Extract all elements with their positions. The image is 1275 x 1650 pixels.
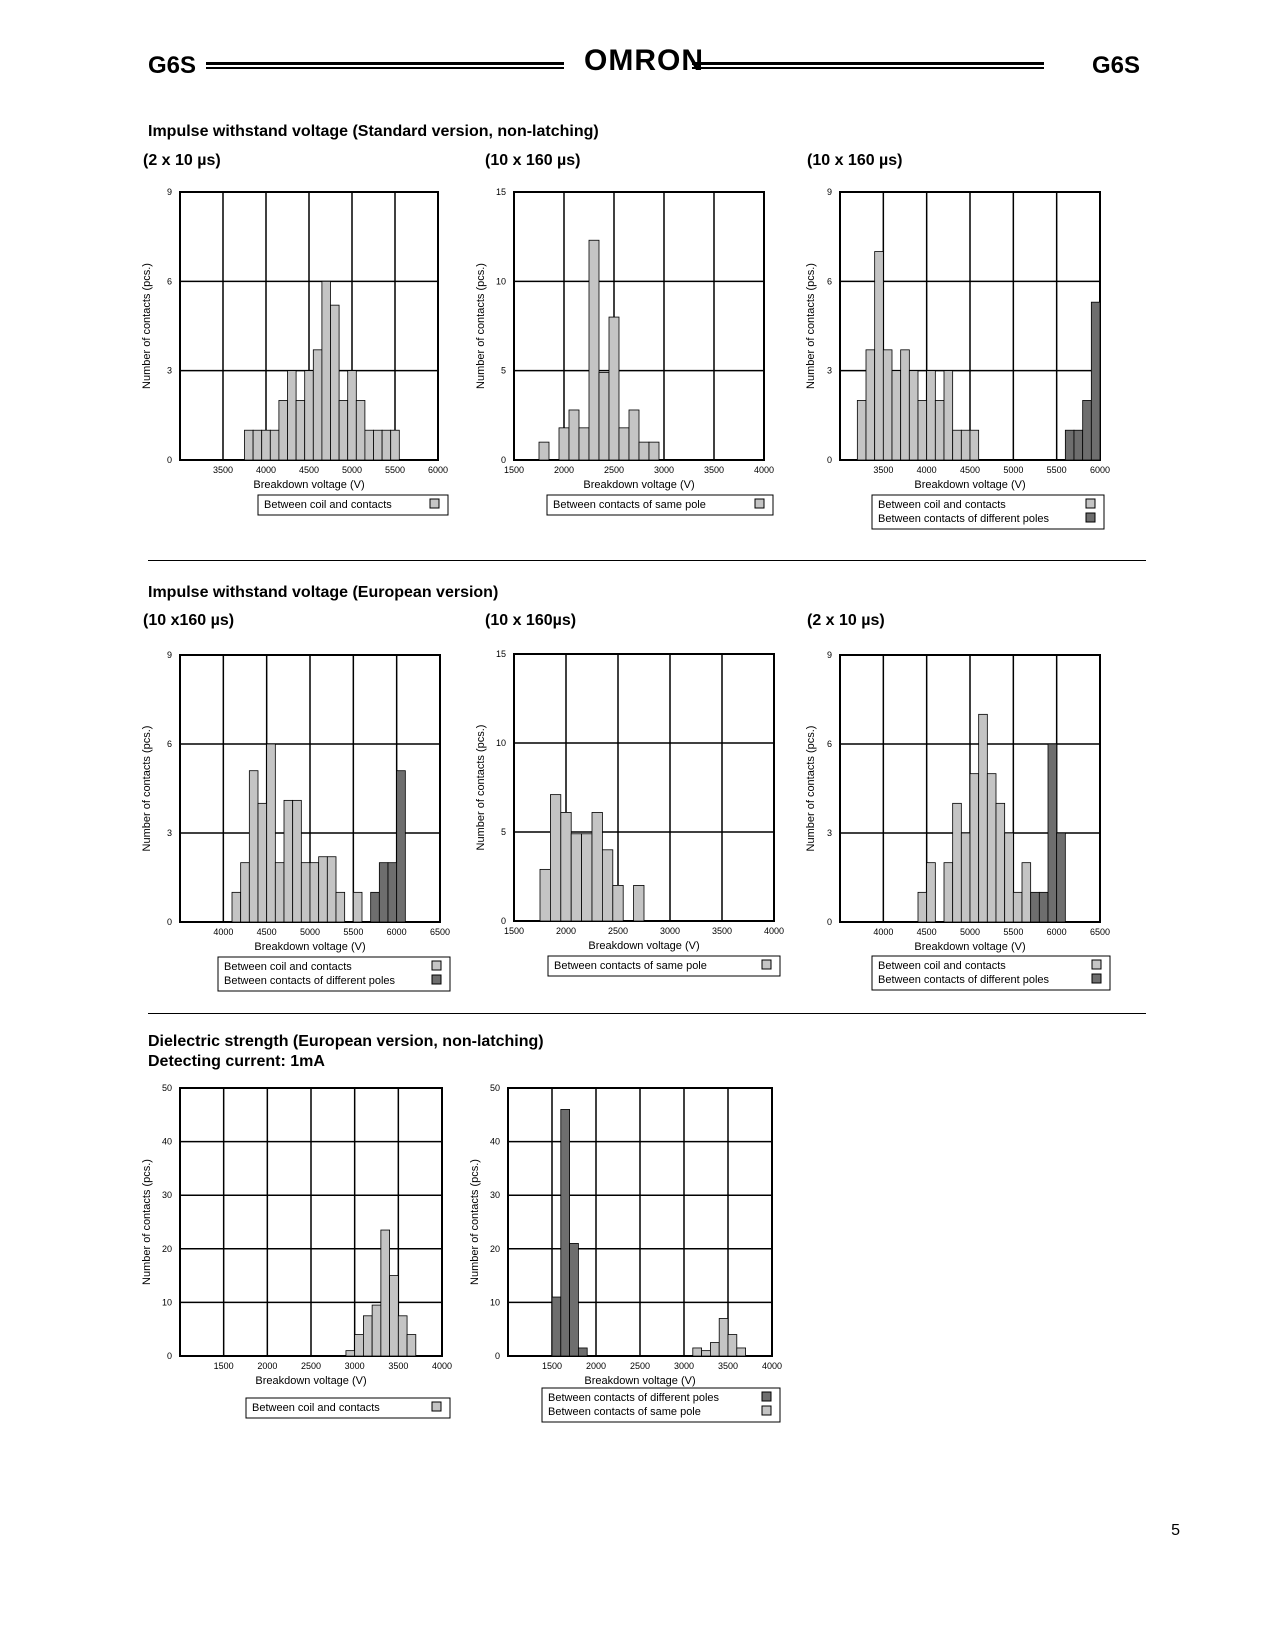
bar-dark [388, 863, 397, 922]
x-tick-label: 4000 [916, 465, 937, 475]
legend-label: Between contacts of different poles [878, 974, 1050, 986]
legend-label: Between contacts of different poles [224, 975, 396, 987]
x-tick-label: 2000 [553, 465, 575, 475]
y-tick-label: 50 [489, 1083, 500, 1093]
y-tick-label: 0 [494, 1351, 500, 1361]
bar-light [258, 803, 267, 922]
x-axis-label: Breakdown voltage (V) [588, 940, 700, 952]
x-tick-label: 6000 [386, 927, 407, 937]
histogram-european-10x160-coil [138, 642, 464, 997]
x-tick-label: 3000 [344, 1361, 365, 1371]
bar-light [710, 1343, 719, 1356]
bar-light [355, 1335, 364, 1356]
bar-light [301, 863, 310, 922]
y-tick-label: 15 [495, 649, 506, 659]
y-tick-label: 6 [166, 739, 172, 749]
x-tick-label: 2500 [300, 1361, 322, 1371]
chart-title-3: (10 x 160 µs) [807, 152, 903, 169]
y-tick-label: 0 [500, 916, 506, 926]
brand-logo: OMRON [584, 44, 704, 77]
x-tick-label: 6000 [427, 465, 449, 475]
bar-light [589, 240, 599, 460]
page-number: 5 [1171, 1522, 1180, 1539]
legend-swatch [432, 975, 441, 984]
x-tick-label: 1500 [541, 1361, 563, 1371]
x-tick-label: 6500 [1089, 927, 1111, 937]
x-tick-label: 5000 [299, 927, 321, 937]
y-tick-label: 40 [161, 1136, 172, 1147]
y-axis-label: Number of contacts (pcs.) [141, 725, 153, 852]
y-tick-label: 3 [826, 828, 832, 838]
bar-light [857, 400, 866, 460]
histogram-standard-10x160-same-pole [472, 180, 782, 525]
bar-light [901, 350, 910, 460]
chart-title-5: (10 x 160µs) [485, 612, 577, 629]
page-header [148, 44, 1140, 84]
bar-dark [552, 1297, 561, 1356]
x-tick-label: 5500 [1003, 927, 1024, 937]
chart-title-4: (10 x160 µs) [143, 612, 235, 629]
bar-light [270, 430, 279, 460]
bar-dark [1065, 430, 1074, 460]
legend-swatch [432, 1402, 441, 1411]
bar-light [883, 350, 892, 460]
bar-light [391, 430, 400, 460]
x-tick-label: 6000 [1089, 465, 1111, 475]
legend-label: Between contacts of different poles [878, 513, 1050, 525]
bar-light [288, 371, 297, 460]
y-tick-label: 3 [166, 365, 172, 376]
product-code-right: G6S [1091, 52, 1140, 79]
bar-light [987, 774, 996, 922]
chart-title-1: (2 x 10 µs) [143, 152, 221, 169]
bar-light [363, 1316, 372, 1356]
bar-light [540, 869, 550, 921]
bar-light [613, 885, 623, 921]
bar-light [728, 1335, 737, 1356]
x-tick-label: 4500 [256, 927, 277, 937]
x-tick-label: 6500 [429, 927, 451, 937]
legend-swatch [762, 960, 771, 969]
bar-light [629, 410, 639, 460]
legend-label: Between contacts of same pole [554, 960, 707, 972]
x-tick-label: 4500 [916, 927, 937, 937]
y-tick-label: 3 [166, 828, 172, 838]
x-tick-label: 2000 [555, 926, 577, 936]
y-tick-label: 15 [495, 187, 506, 197]
y-tick-label: 0 [166, 455, 172, 465]
y-tick-label: 30 [489, 1190, 500, 1201]
x-axis-label: Breakdown voltage (V) [914, 479, 1026, 491]
y-axis-label: Number of contacts (pcs.) [805, 263, 817, 389]
bar-light [310, 863, 319, 922]
bar-light [582, 834, 592, 921]
x-tick-label: 3500 [388, 1361, 409, 1371]
bar-light [569, 410, 579, 460]
bar-light [241, 863, 250, 922]
bar-light [592, 812, 602, 921]
y-tick-label: 9 [166, 650, 172, 660]
bar-light [1022, 863, 1031, 922]
x-tick-label: 2000 [257, 1361, 278, 1371]
bar-light [336, 892, 345, 922]
bar-light [372, 1305, 381, 1356]
bar-light [649, 442, 659, 460]
legend-label: Between contacts of same pole [553, 499, 706, 511]
legend-swatch [762, 1392, 771, 1401]
y-tick-label: 9 [166, 187, 172, 197]
x-tick-label: 2500 [603, 465, 625, 475]
histogram-dielectric-contacts [466, 1076, 792, 1431]
bar-light [909, 371, 918, 460]
legend-label: Between coil and contacts [252, 1402, 380, 1414]
bar-light [346, 1351, 355, 1356]
legend-label: Between coil and contacts [264, 499, 392, 511]
bar-light [579, 428, 589, 460]
bar-light [961, 430, 970, 460]
y-tick-label: 0 [166, 917, 172, 927]
y-axis-label: Number of contacts (pcs.) [475, 724, 487, 851]
bar-light [719, 1318, 728, 1356]
y-tick-label: 50 [161, 1083, 172, 1093]
x-tick-label: 2500 [607, 926, 629, 936]
bar-light [693, 1348, 702, 1356]
bar-light [374, 430, 383, 460]
x-tick-label: 3500 [212, 465, 234, 475]
legend-swatch [1092, 974, 1101, 983]
bar-dark [570, 1243, 579, 1356]
x-tick-label: 5500 [1046, 465, 1067, 475]
bar-light [702, 1351, 711, 1356]
bar-light [284, 800, 293, 922]
histogram-european-10x160-same-pole [472, 642, 790, 982]
x-axis-label: Breakdown voltage (V) [253, 479, 365, 491]
legend-swatch [432, 961, 441, 970]
bar-dark [1039, 892, 1048, 922]
bar-dark [561, 1109, 570, 1356]
bar-light [953, 430, 962, 460]
y-tick-label: 20 [161, 1243, 172, 1254]
y-tick-label: 6 [826, 276, 832, 287]
x-tick-label: 3000 [659, 926, 681, 936]
product-code-left: G6S [148, 52, 197, 79]
legend-swatch [1086, 499, 1095, 508]
y-axis-label: Number of contacts (pcs.) [475, 263, 487, 389]
bar-light [407, 1335, 416, 1356]
x-tick-label: 4000 [761, 1361, 783, 1371]
x-tick-label: 5500 [384, 465, 406, 475]
bar-light [892, 371, 901, 460]
bar-light [331, 305, 340, 460]
bar-light [609, 317, 619, 460]
bar-light [322, 281, 331, 460]
bar-light [927, 371, 936, 460]
bar-light [599, 372, 609, 460]
bar-light [953, 803, 962, 922]
y-axis-label: Number of contacts (pcs.) [469, 1159, 481, 1285]
x-tick-label: 2500 [629, 1361, 651, 1371]
y-tick-label: 0 [166, 1351, 172, 1361]
bar-light [348, 371, 357, 460]
y-tick-label: 0 [826, 455, 832, 465]
legend-swatch [762, 1406, 771, 1415]
bar-light [313, 350, 322, 460]
histogram-dielectric-coil [138, 1076, 464, 1426]
legend-swatch [1086, 513, 1095, 522]
x-tick-label: 4000 [255, 465, 277, 475]
x-tick-label: 4000 [213, 927, 234, 937]
x-axis-label: Breakdown voltage (V) [255, 1375, 367, 1387]
y-tick-label: 3 [826, 365, 832, 376]
bar-dark [1031, 892, 1040, 922]
bar-light [305, 371, 314, 460]
x-tick-label: 5000 [959, 927, 981, 937]
bar-light [935, 400, 944, 460]
y-tick-label: 40 [489, 1136, 500, 1147]
x-tick-label: 3500 [711, 926, 733, 936]
bar-light [875, 252, 884, 460]
bar-light [353, 892, 362, 922]
bar-dark [578, 1348, 587, 1356]
bar-light [559, 428, 569, 460]
bar-light [944, 863, 953, 922]
y-axis-label: Number of contacts (pcs.) [805, 725, 817, 852]
x-tick-label: 4000 [431, 1361, 453, 1371]
x-tick-label: 2000 [585, 1361, 607, 1371]
y-tick-label: 6 [166, 276, 172, 287]
x-tick-label: 4500 [298, 465, 320, 475]
bar-light [979, 714, 988, 922]
bar-light [961, 833, 970, 922]
bar-light [275, 863, 284, 922]
bar-light [245, 430, 254, 460]
section-divider [148, 560, 1146, 561]
y-tick-label: 30 [161, 1190, 172, 1201]
x-tick-label: 3500 [873, 465, 894, 475]
legend-label: Between contacts of different poles [548, 1392, 720, 1404]
bar-light [382, 430, 391, 460]
bar-light [262, 430, 271, 460]
bar-light [634, 885, 644, 921]
section-title-dielectric: Dielectric strength (European version, non-latching) [148, 1033, 544, 1050]
bar-light [327, 857, 336, 922]
y-axis-label: Number of contacts (pcs.) [141, 1159, 153, 1285]
chart-title-6: (2 x 10 µs) [807, 612, 885, 629]
bar-light [398, 1316, 407, 1356]
y-tick-label: 10 [495, 738, 506, 748]
section-subtitle-detecting-current: Detecting current: 1mA [148, 1053, 325, 1070]
x-axis-label: Breakdown voltage (V) [584, 1375, 696, 1387]
x-tick-label: 5000 [1003, 465, 1024, 475]
y-tick-label: 9 [826, 650, 832, 660]
bar-light [737, 1348, 746, 1356]
bar-light [970, 774, 979, 922]
bar-light [539, 442, 549, 460]
legend-label: Between coil and contacts [878, 499, 1006, 511]
bar-light [944, 371, 953, 460]
bar-dark [1083, 400, 1092, 460]
header-rule-right [692, 62, 1044, 69]
bar-light [365, 430, 374, 460]
x-tick-label: 4000 [763, 926, 785, 936]
y-axis-label: Number of contacts (pcs.) [141, 263, 153, 389]
bar-dark [1057, 833, 1066, 922]
y-tick-label: 20 [489, 1243, 500, 1254]
bar-light [253, 430, 262, 460]
y-tick-label: 0 [500, 455, 506, 465]
histogram-standard-10x160-coil [802, 180, 1120, 540]
x-tick-label: 3000 [673, 1361, 695, 1371]
histogram-european-2x10 [802, 642, 1120, 997]
x-axis-label: Breakdown voltage (V) [583, 479, 695, 491]
bar-dark [1091, 302, 1100, 460]
bar-light [279, 400, 288, 460]
y-tick-label: 10 [489, 1297, 500, 1308]
x-tick-label: 3500 [703, 465, 725, 475]
bar-light [267, 744, 276, 922]
y-tick-label: 5 [500, 365, 506, 376]
y-tick-label: 5 [500, 827, 506, 837]
x-axis-label: Breakdown voltage (V) [914, 941, 1026, 953]
y-tick-label: 10 [495, 276, 506, 287]
x-axis-label: Breakdown voltage (V) [254, 941, 366, 953]
section-title-european: Impulse withstand voltage (European version) [148, 584, 499, 601]
x-tick-label: 5000 [341, 465, 363, 475]
legend-swatch [1092, 960, 1101, 969]
bar-light [550, 795, 560, 921]
y-tick-label: 0 [826, 917, 832, 927]
bar-dark [1048, 744, 1057, 922]
bar-light [866, 350, 875, 460]
bar-light [970, 430, 979, 460]
histogram-standard-2x10 [138, 180, 458, 525]
x-tick-label: 4000 [873, 927, 894, 937]
bar-light [1013, 892, 1022, 922]
x-tick-label: 1500 [213, 1361, 234, 1371]
section-divider [148, 1013, 1146, 1014]
bar-light [571, 834, 581, 921]
bar-light [619, 428, 629, 460]
bar-light [249, 771, 258, 922]
bar-light [381, 1230, 390, 1356]
bar-dark [371, 892, 380, 922]
bar-light [927, 863, 936, 922]
bar-light [319, 857, 328, 922]
legend-swatch [755, 499, 764, 508]
bar-light [232, 892, 241, 922]
y-tick-label: 9 [826, 187, 832, 197]
bar-dark [397, 771, 406, 922]
bar-light [918, 892, 927, 922]
bar-light [339, 400, 348, 460]
x-tick-label: 1500 [503, 926, 525, 936]
legend-label: Between coil and contacts [224, 961, 352, 973]
bar-dark [379, 863, 388, 922]
section-title-standard: Impulse withstand voltage (Standard version, non-latching) [148, 123, 599, 140]
legend-swatch [430, 499, 439, 508]
y-tick-label: 6 [826, 739, 832, 749]
x-tick-label: 4500 [959, 465, 981, 475]
bar-light [602, 850, 612, 921]
bar-light [1005, 833, 1014, 922]
bar-light [293, 800, 302, 922]
bar-light [390, 1276, 399, 1356]
bar-dark [1074, 430, 1083, 460]
legend-label: Between contacts of same pole [548, 1406, 701, 1418]
bar-light [996, 803, 1005, 922]
bar-light [356, 400, 365, 460]
chart-title-2: (10 x 160 µs) [485, 152, 581, 169]
bar-light [918, 400, 927, 460]
x-tick-label: 4000 [753, 465, 775, 475]
x-tick-label: 5500 [343, 927, 364, 937]
bar-light [296, 400, 305, 460]
y-tick-label: 10 [161, 1297, 172, 1308]
legend-label: Between coil and contacts [878, 960, 1006, 972]
x-tick-label: 6000 [1046, 927, 1067, 937]
bar-light [639, 442, 649, 460]
bar-light [561, 812, 571, 921]
x-tick-label: 3500 [717, 1361, 739, 1371]
x-tick-label: 3000 [653, 465, 675, 475]
x-tick-label: 1500 [503, 465, 525, 475]
